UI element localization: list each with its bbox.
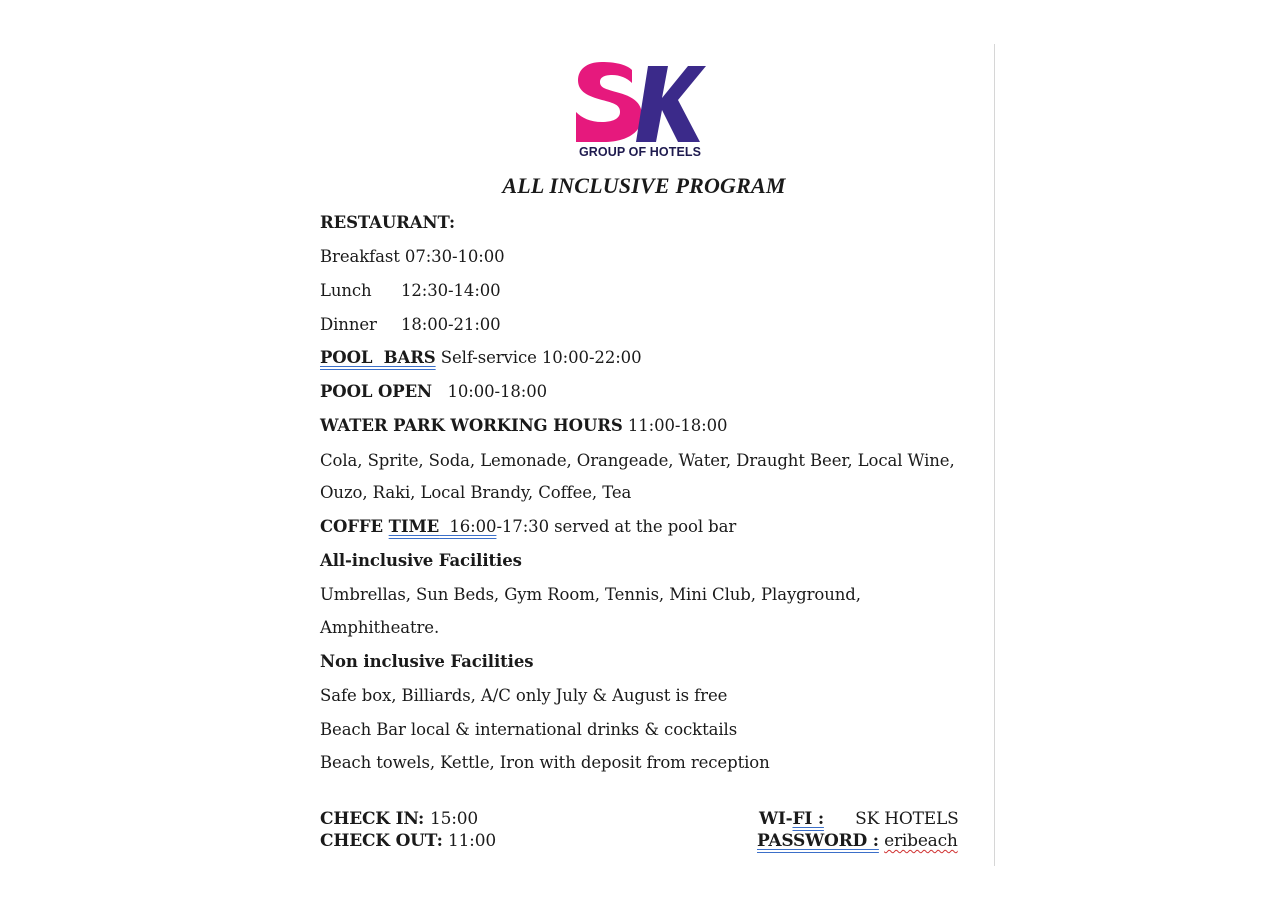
coffee-time-start: 16:00	[439, 517, 497, 536]
coffee-time-rest: -17:30 served at the pool bar	[496, 517, 737, 536]
non-inclusive-heading: Non inclusive Facilities	[320, 652, 534, 671]
drinks-line-1: Cola, Sprite, Soda, Lemonade, Orangeade, Water, Draught Beer, Local Wine,	[320, 451, 955, 470]
lunch-label: Lunch	[320, 281, 372, 300]
sk-logo-mark	[574, 62, 706, 144]
non-inclusive-line-1: Safe box, Billiards, A/C only July & August is free	[320, 686, 728, 705]
password-row	[757, 830, 958, 852]
lunch-row	[320, 279, 501, 303]
pool-open-time: 10:00-18:00	[447, 382, 548, 401]
check-out-label: CHECK OUT:	[320, 831, 443, 851]
water-park-row	[320, 414, 727, 438]
coffee-label-a: COFFE	[320, 517, 389, 536]
sk-logo	[574, 62, 706, 162]
coffee-time-row	[320, 515, 736, 539]
dinner-label: Dinner	[320, 315, 377, 334]
all-inclusive-line-2: Amphitheatre.	[320, 618, 440, 637]
password-label: PASSWORD :	[757, 831, 879, 851]
pool-open-label: POOL OPEN	[320, 382, 433, 401]
document-title: ALL INCLUSIVE PROGRAM	[502, 173, 786, 198]
non-inclusive-line-2: Beach Bar local & international drinks & cocktails	[320, 720, 738, 739]
breakfast-row	[320, 245, 505, 269]
page-edge	[994, 44, 995, 866]
breakfast-label: Breakfast	[320, 247, 400, 266]
pool-bars-row	[320, 346, 641, 370]
wifi-value: SK HOTELS	[855, 809, 959, 829]
pool-bars-label: POOL BARS	[320, 348, 436, 367]
check-in-time: 15:00	[430, 809, 478, 829]
restaurant-heading: RESTAURANT:	[320, 213, 456, 232]
wifi-row	[759, 808, 959, 830]
water-park-time: 11:00-18:00	[627, 416, 728, 435]
all-inclusive-heading: All-inclusive Facilities	[320, 551, 522, 570]
check-in-row	[320, 808, 478, 830]
check-out-row	[320, 830, 496, 852]
drinks-line-2: Ouzo, Raki, Local Brandy, Coffee, Tea	[320, 483, 632, 502]
lunch-time: 12:30-14:00	[401, 281, 501, 300]
water-park-label: WATER PARK WORKING HOURS	[320, 416, 623, 435]
logo-caption: GROUP OF HOTELS	[578, 145, 702, 159]
all-inclusive-line-1: Umbrellas, Sun Beds, Gym Room, Tennis, Mini Club, Playground,	[320, 585, 861, 604]
breakfast-time: 07:30-10:00	[404, 247, 505, 266]
wifi-label-a: WI-	[759, 809, 793, 829]
password-value: eribeach	[884, 831, 958, 851]
check-out-time: 11:00	[447, 831, 496, 851]
pool-bars-text: Self-service 10:00-22:00	[440, 348, 642, 367]
wifi-label-b: FI :	[792, 809, 824, 829]
check-in-label: CHECK IN:	[320, 809, 425, 829]
dinner-row	[320, 313, 501, 337]
non-inclusive-line-3: Beach towels, Kettle, Iron with deposit from reception	[320, 753, 770, 772]
coffee-label-b: TIME	[388, 517, 440, 536]
dinner-time: 18:00-21:00	[401, 315, 501, 334]
pool-open-row	[320, 380, 547, 404]
